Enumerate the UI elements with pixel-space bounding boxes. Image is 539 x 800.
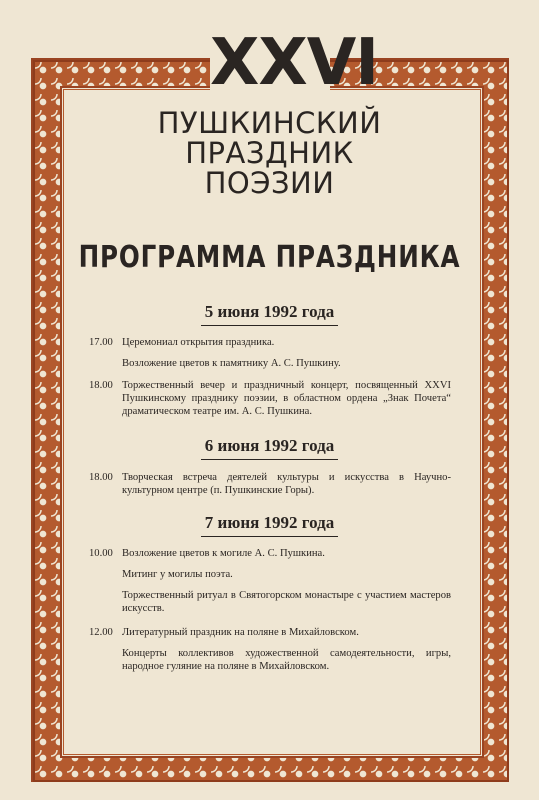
program-entry bbox=[89, 547, 451, 623]
festival-title-line1: ПУШКИНСКИЙ bbox=[157, 106, 382, 140]
entry-text: Возложение цветов к памятнику А. С. Пушкину. bbox=[122, 358, 341, 369]
program-entry bbox=[89, 336, 451, 378]
entry-time: 18.00 bbox=[89, 380, 113, 391]
entry-time: 12.00 bbox=[89, 627, 113, 638]
program-title: ПРОГРАММА ПРАЗДНИКА bbox=[78, 240, 461, 275]
entry-text: Возложение цветов к могиле А. С. Пушкина. bbox=[122, 548, 325, 559]
entry-text: Концерты коллективов художественной самодеятельности, игры, народное гуляние на поляне в Михайловском. bbox=[122, 648, 451, 672]
program-entry bbox=[89, 626, 451, 681]
festival-title-line2: ПРАЗДНИК bbox=[185, 136, 354, 170]
entry-text: Митинг у могилы поэта. bbox=[122, 569, 233, 580]
entry-text: Торжественный ритуал в Святогорском монастыре с участием мастеров искусств. bbox=[122, 590, 451, 614]
entry-time: 17.00 bbox=[89, 337, 113, 348]
entry-text: Литературный праздник на поляне в Михайловском. bbox=[122, 627, 359, 638]
day-heading: 6 июня 1992 года bbox=[0, 436, 539, 460]
festival-title-line3: ПОЭЗИИ bbox=[204, 166, 335, 200]
roman-numeral-title: XXVI bbox=[210, 26, 379, 100]
day-heading: 7 июня 1992 года bbox=[0, 513, 539, 537]
day-heading: 5 июня 1992 года bbox=[0, 302, 539, 326]
program-entry bbox=[89, 379, 451, 426]
entry-text: Торжественный вечер и праздничный концерт, посвященный XXVI Пушкинскому празднику поэзии, в областном ордена „Знак Почета“ драматическом театре им. А. С. Пушкина. bbox=[122, 380, 451, 417]
entry-time: 10.00 bbox=[89, 548, 113, 559]
entry-text: Церемониал открытия праздника. bbox=[122, 337, 275, 348]
entry-time: 18.00 bbox=[89, 472, 113, 483]
program-entry bbox=[89, 471, 451, 505]
entry-text: Творческая встреча деятелей культуры и искусства в Научно-культурном центре (п. Пушкинские Горы). bbox=[122, 472, 451, 496]
festival-title bbox=[0, 108, 539, 198]
